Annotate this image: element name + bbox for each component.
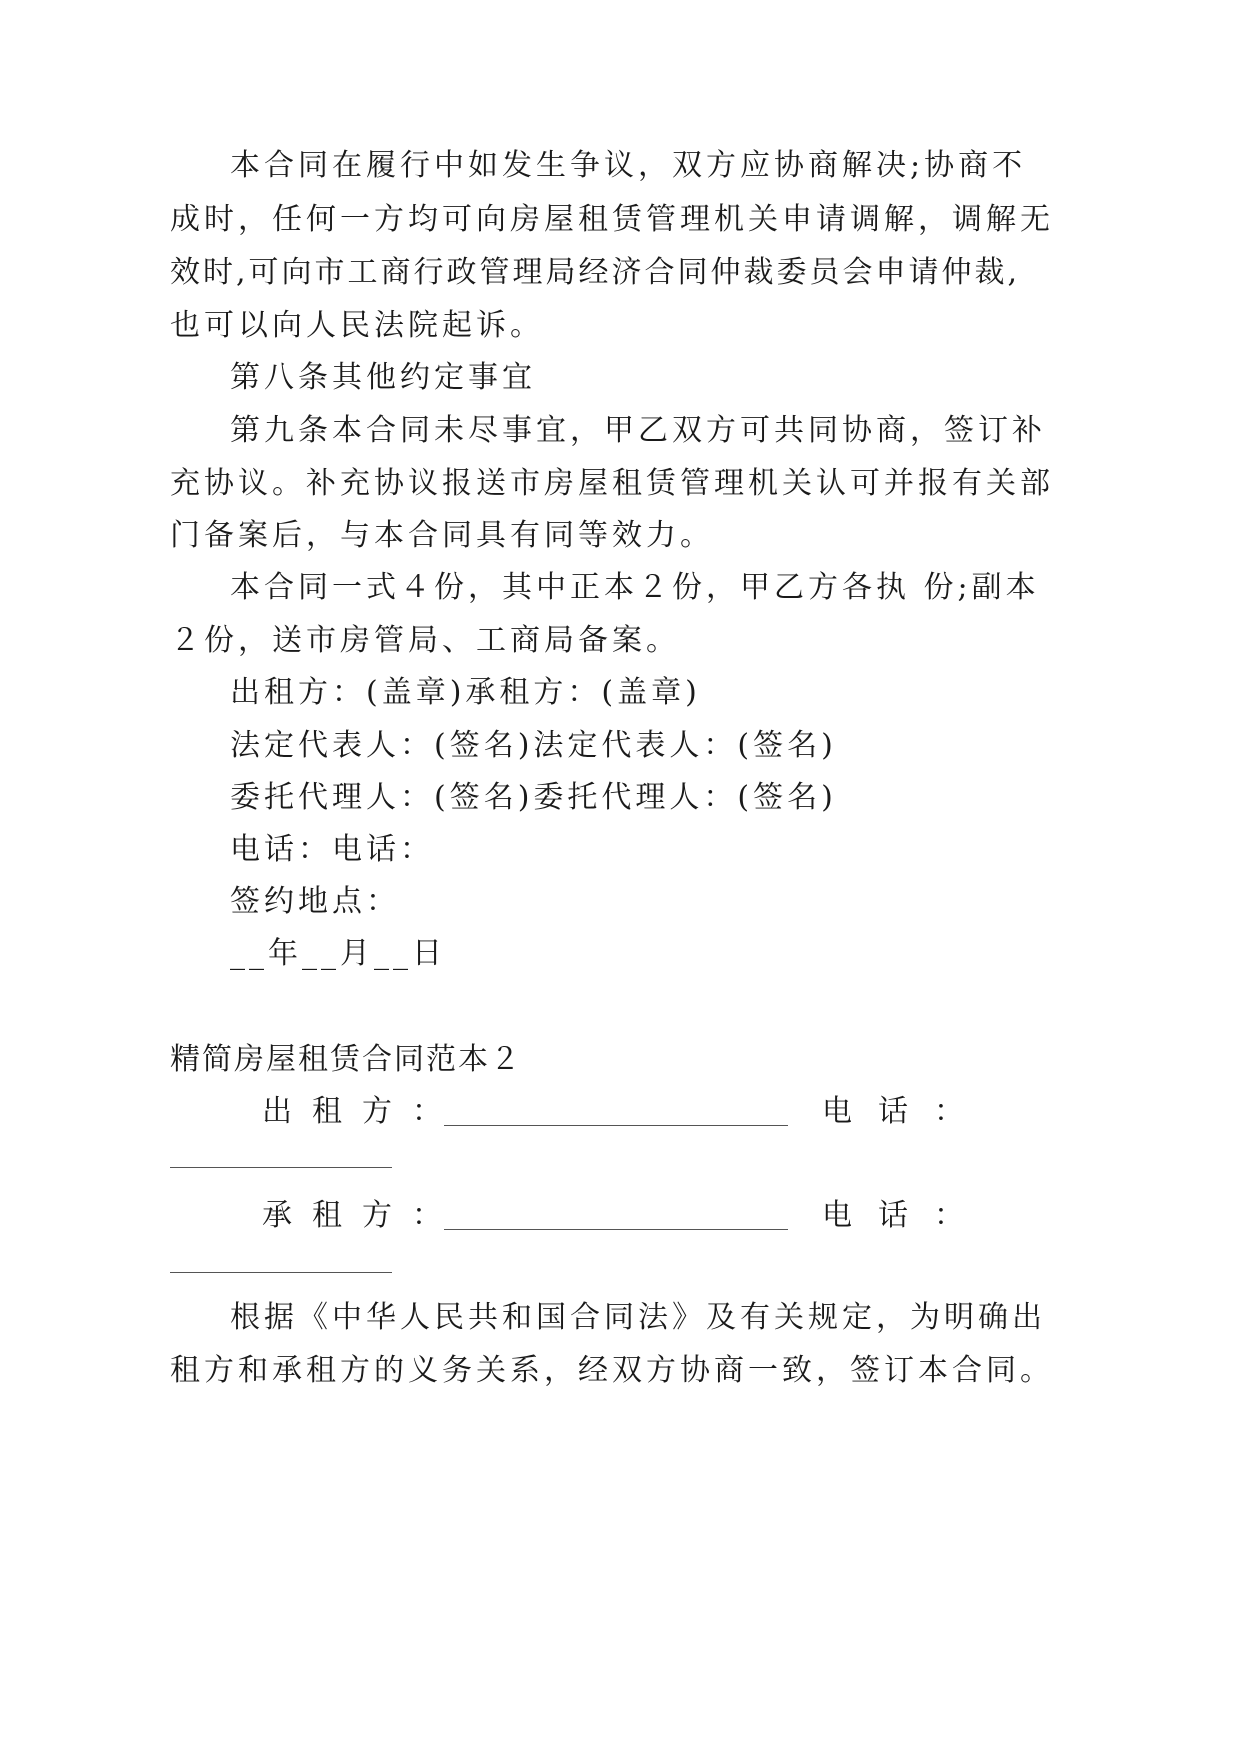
signature-line: 法定代表人：(签名)法定代表人：(签名): [230, 728, 837, 763]
article-heading: 第八条其他约定事宜: [230, 360, 536, 395]
text-line: 本合同一式４份，其中正本２份，甲乙方各执 份;副本: [230, 570, 1040, 605]
section-title: 精简房屋租赁合同范本２: [170, 1042, 522, 1077]
signature-line: 出租方：(盖章)承租方：(盖章): [230, 675, 701, 710]
signature-line: 签约地点：: [230, 884, 400, 919]
text-line: 也可以向人民法院起诉。: [170, 308, 544, 343]
lessee-blank: [444, 1229, 788, 1230]
lessor-phone-blank: [170, 1167, 392, 1168]
text-line: 成时，任何一方均可向房屋租赁管理机关申请调解，调解无: [170, 202, 1054, 237]
text-line: 效时,可向市工商行政管理局经济合同仲裁委员会申请仲裁,: [170, 255, 1021, 290]
signature-line: 电话：电话：: [230, 832, 434, 867]
lessee-label: 承租方：: [262, 1198, 462, 1233]
text-line: ２份，送市房管局、工商局备案。: [170, 623, 680, 658]
text-line: 租方和承租方的义务关系，经双方协商一致，签订本合同。: [170, 1353, 1054, 1388]
lessor-phone-label: 电话：: [822, 1094, 990, 1129]
text-line: 本合同在履行中如发生争议，双方应协商解决;协商不: [230, 148, 1027, 183]
lessor-blank: [444, 1125, 788, 1126]
date-line: __年__月__日: [230, 936, 446, 971]
text-line: 充协议。补充协议报送市房屋租赁管理机关认可并报有关部: [170, 466, 1054, 501]
text-line: 根据《中华人民共和国合同法》及有关规定，为明确出: [230, 1300, 1046, 1335]
text-line: 门备案后，与本合同具有同等效力。: [170, 518, 714, 553]
lessee-phone-label: 电话：: [822, 1198, 990, 1233]
lessee-phone-blank: [170, 1272, 392, 1273]
text-line: 第九条本合同未尽事宜，甲乙双方可共同协商，签订补: [230, 413, 1046, 448]
signature-line: 委托代理人：(签名)委托代理人：(签名): [230, 780, 837, 815]
lessor-label: 出租方：: [262, 1094, 462, 1129]
